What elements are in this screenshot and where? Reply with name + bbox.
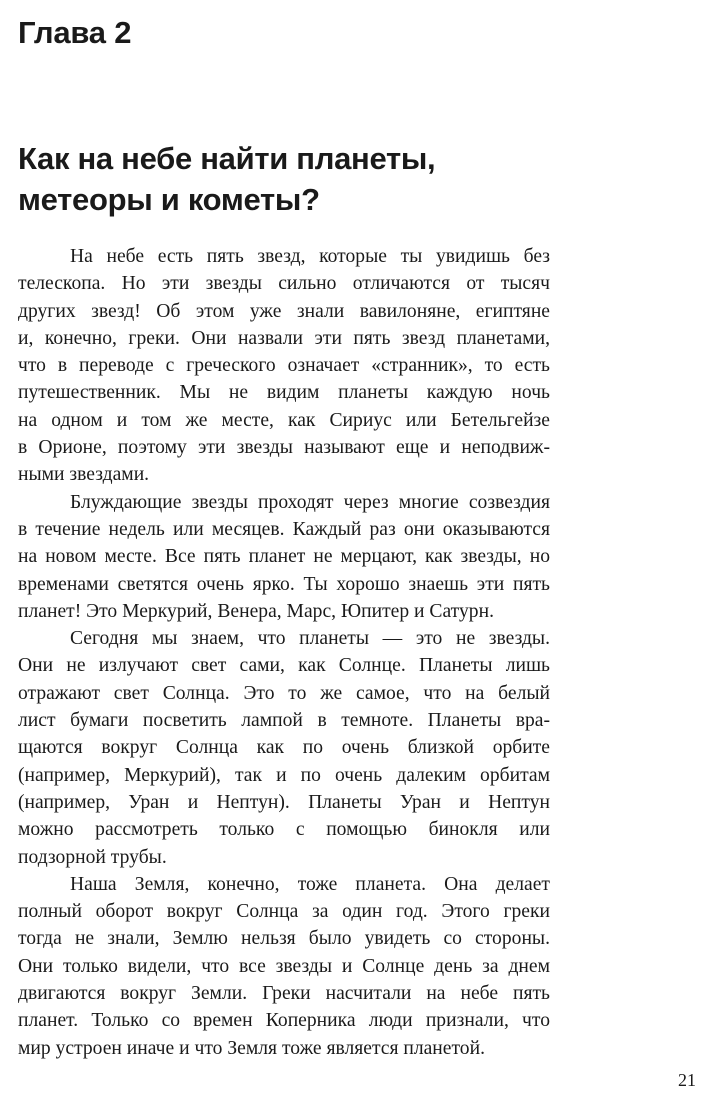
text-line: и, конечно, греки. Они назвали эти пять звезд планетами, bbox=[18, 327, 550, 349]
text-line: отражают свет Солнца. Это то же самое, что на белый bbox=[18, 682, 550, 704]
text-line: планет. Только со времен Коперника люди признали, что bbox=[18, 1010, 550, 1032]
body-text bbox=[18, 243, 550, 1062]
text-line: На небе есть пять звезд, которые ты увидишь без bbox=[70, 246, 550, 267]
text-line: путешественник. Мы не видим планеты каждую ночь bbox=[18, 382, 550, 404]
text-line: можно рассмотреть только с помощью бинокля или bbox=[18, 819, 550, 841]
paragraph-1 bbox=[18, 243, 550, 489]
text-line: (например, Уран и Нептун). Планеты Уран и Нептун bbox=[18, 791, 550, 813]
text-line: двигаются вокруг Земли. Греки насчитали на небе пять bbox=[18, 983, 550, 1005]
text-line: в Орионе, поэтому эти звезды называют еще и неподвиж- bbox=[18, 437, 550, 459]
text-line: тогда не знали, Землю нельзя было увидеть со стороны. bbox=[18, 928, 550, 950]
chapter-title-line: метеоры и кометы? bbox=[18, 182, 320, 217]
text-line: лист бумаги посветить лампой в темноте. Планеты вра- bbox=[18, 710, 550, 732]
paragraph-2 bbox=[18, 489, 550, 625]
text-line: планет! Это Меркурий, Венера, Марс, Юпитер и Сатурн. bbox=[18, 600, 494, 622]
chapter-title bbox=[18, 138, 688, 220]
text-line: мир устроен иначе и что Земля тоже является планетой. bbox=[18, 1037, 485, 1059]
text-line: телескопа. Но эти звезды сильно отличаются от тысяч bbox=[18, 273, 550, 295]
text-line: (например, Меркурий), так и по очень далеким орбитам bbox=[18, 764, 550, 786]
text-line: Наша Земля, конечно, тоже планета. Она делает bbox=[70, 873, 550, 895]
paragraph-4 bbox=[18, 871, 550, 1062]
text-line: на новом месте. Все пять планет не мерцают, как звезды, но bbox=[18, 546, 550, 568]
text-line: щаются вокруг Солнца как по очень близкой орбите bbox=[18, 737, 550, 759]
chapter-label: Глава 2 bbox=[18, 15, 132, 50]
text-line: других звезд! Об этом уже знали вавилоняне, египтяне bbox=[18, 300, 550, 322]
text-line: Они только видели, что все звезды и Солнце день за днем bbox=[18, 955, 550, 977]
text-line: Сегодня мы знаем, что планеты — это не звезды. bbox=[70, 628, 550, 650]
text-line: временами светятся очень ярко. Ты хорошо знаешь эти пять bbox=[18, 573, 550, 595]
page-number: 21 bbox=[678, 1070, 696, 1090]
text-line: Блуждающие звезды проходят через многие созвездия bbox=[70, 491, 550, 513]
chapter-title-line: Как на небе найти планеты, bbox=[18, 141, 436, 176]
paragraph-3 bbox=[18, 625, 550, 871]
text-line: в течение недель или месяцев. Каждый раз они оказываются bbox=[18, 518, 550, 540]
text-line: полный оборот вокруг Солнца за один год. Этого греки bbox=[18, 901, 550, 923]
text-line: на одном и том же месте, как Сириус или Бетельгейзе bbox=[18, 409, 550, 431]
text-line: подзорной трубы. bbox=[18, 846, 167, 868]
text-line: что в переводе с греческого означает «странник», то есть bbox=[18, 355, 550, 377]
text-line: Они не излучают свет сами, как Солнце. Планеты лишь bbox=[18, 655, 550, 677]
text-line: ными звездами. bbox=[18, 464, 150, 486]
